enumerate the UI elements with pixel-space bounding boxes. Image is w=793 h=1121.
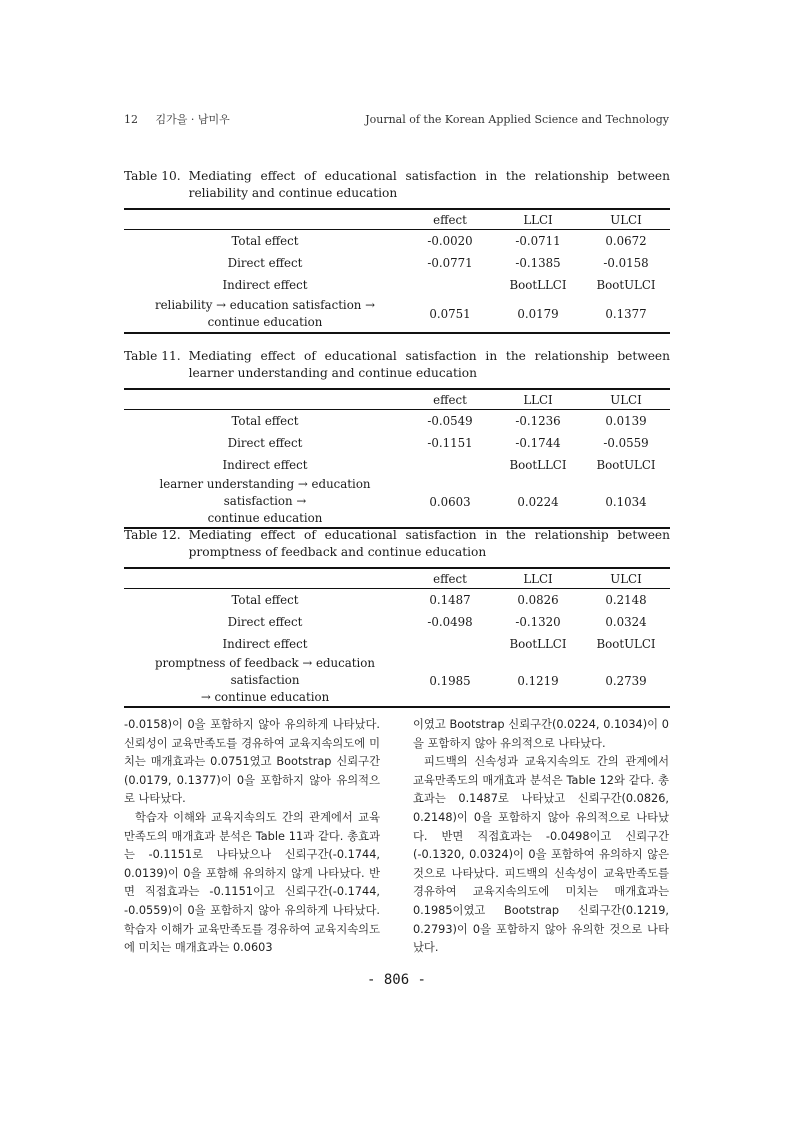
table-row [124,274,670,296]
table-row [124,611,670,633]
table-11 [124,388,670,529]
cell-ulci: 0.2148 [605,593,647,607]
cell-ulci: 0.0324 [605,615,647,629]
header-llci: LLCI [523,571,553,586]
header-ulci: ULCI [610,212,642,227]
header-ulci: ULCI [610,571,642,586]
body-paragraph: 이였고 Bootstrap 신뢰구간(0.0224, 0.1034)이 0을 포함하지 않아 유의적으로 나타났다. [413,718,669,750]
table-row [124,589,670,612]
cell-ulci: BootULCI [596,637,656,651]
path-line-2: → continue education [200,690,330,704]
cell-effect: -0.0020 [427,234,473,248]
table-10-block [124,168,670,334]
cell-llci: -0.0711 [515,234,561,248]
path-line-2: continue education [207,315,323,329]
row-label-path [124,296,406,333]
table-caption [124,168,670,202]
path-line-1: learner understanding → education satisfaction → [159,477,371,508]
cell-effect: 0.1487 [429,593,471,607]
cell-effect: 0.1985 [429,673,471,688]
cell-ulci: 0.0139 [605,414,647,428]
table-header-row [124,209,670,230]
path-line-1: reliability → education satisfaction → [154,298,376,312]
header-blank [124,389,406,410]
row-label: Total effect [231,234,299,248]
body-column-right [413,716,669,958]
path-line-1: promptness of feedback → education satisfaction [154,656,376,687]
cell-effect [406,633,494,655]
row-label: Indirect effect [222,637,308,651]
table-caption [124,348,670,382]
cell-llci: -0.1236 [515,414,561,428]
table-10 [124,208,670,334]
header-page-number: 12 [124,113,138,126]
row-label: Total effect [231,593,299,607]
row-label: Indirect effect [222,458,308,472]
table-row [124,633,670,655]
table-row [124,230,670,253]
cell-ulci: 0.1034 [605,494,647,509]
table-header-row [124,389,670,410]
table-label: Table 12. [124,528,181,542]
table-caption [124,527,670,561]
header-effect: effect [433,212,467,227]
header-blank [124,568,406,589]
page-footer-number: - 806 - [366,972,426,988]
cell-ulci: -0.0559 [603,436,649,450]
table-label: Table 11. [124,349,181,363]
header-ulci: ULCI [610,392,642,407]
path-line-2: continue education [207,511,323,525]
cell-llci: 0.0826 [517,593,559,607]
cell-llci: BootLLCI [509,278,567,292]
cell-llci: 0.0179 [517,307,559,321]
row-label-path [124,655,406,707]
table-caption-text: Mediating effect of educational satisfaction in the relationship between promptness of feedback and continue education [188,528,670,559]
header-effect: effect [433,571,467,586]
row-label-path [124,476,406,528]
row-label: Total effect [231,414,299,428]
running-header [124,111,669,127]
cell-effect: -0.0549 [427,414,473,428]
header-authors: 김가을 · 남미우 [155,113,230,126]
cell-llci: -0.1744 [515,436,561,450]
cell-effect: -0.0498 [427,615,473,629]
cell-llci: BootLLCI [509,637,567,651]
cell-llci: 0.1219 [517,673,559,688]
cell-effect: -0.1151 [427,436,473,450]
table-12-block [124,527,670,708]
table-11-block [124,348,670,529]
cell-llci: BootLLCI [509,458,567,472]
cell-ulci: BootULCI [596,458,656,472]
table-row [124,454,670,476]
body-column-left [124,716,380,958]
cell-effect [406,454,494,476]
cell-effect: 0.0603 [429,494,471,509]
cell-ulci: BootULCI [596,278,656,292]
row-label: Direct effect [227,615,303,629]
body-paragraph: -0.0158)이 0을 포함하지 않아 유의하게 나타났다. 신뢰성이 교육만족도를 경유하여 교육지속의도에 미치는 매개효과는 0.0751였고 Bootstrap 신뢰구간(0.0179, 0.1377)이 0을 포함하지 않아 유의적으로 나타났다. [124,718,380,806]
cell-ulci: 0.1377 [605,307,647,321]
header-llci: LLCI [523,392,553,407]
table-row [124,296,670,333]
cell-effect [406,274,494,296]
cell-llci: -0.1385 [515,256,561,270]
table-row [124,476,670,528]
table-12 [124,567,670,708]
body-paragraph: 학습자 이해와 교육지속의도 간의 관계에서 교육만족도의 매개효과 분석은 Table 11과 같다. 총효과는 -0.1151로 나타났으나 신뢰구간(-0.1744, 0.0139)이 0을 포함해 유의하지 않게 나타났다. 반면 직접효과는 -0.1151이고 신뢰구간(-0.1744, -0.0559)이 0을 포함하지 않아 유의하게 나타났다. 학습자 이해가 교육만족도를 경유하여 교육지속의도에 미치는 매개효과는 0.0603 [124,810,380,955]
cell-llci: 0.0224 [517,494,559,509]
header-effect: effect [433,392,467,407]
header-journal: Journal of the Korean Applied Science and Technology [365,113,669,126]
cell-effect: -0.0771 [427,256,473,270]
table-row [124,410,670,433]
body-paragraph: 피드백의 신속성과 교육지속의도 간의 관계에서 교육만족도의 매개효과 분석은 Table 12와 같다. 총효과는 0.1487로 나타났고 신뢰구간(0.0826, 0.2148)이 0을 포함하지 않아 유의적으로 나타났다. 반면 직접효과는 -0.0498이고 신뢰구간(-0.1320, 0.0324)이 0을 포함하여 유의하지 않은 것으로 나타났다. 피드백의 신속성이 교육만족도를 경유하여 교육지속의도에 미치는 매개효과는 0.1985이였고 Bootstrap 신뢰구간(0.1219, 0.2793)이 0을 포함하지 않아 유의한 것으로 나타났다. [413,755,669,955]
cell-effect: 0.0751 [429,307,471,321]
table-row [124,432,670,454]
cell-llci: -0.1320 [515,615,561,629]
table-row [124,252,670,274]
cell-ulci: 0.0672 [605,234,647,248]
header-left [124,111,244,127]
header-llci: LLCI [523,212,553,227]
table-caption-text: Mediating effect of educational satisfaction in the relationship between learner understanding and continue education [188,349,670,380]
cell-ulci: -0.0158 [603,256,649,270]
table-row [124,655,670,707]
table-header-row [124,568,670,589]
row-label: Direct effect [227,256,303,270]
row-label: Indirect effect [222,278,308,292]
header-blank [124,209,406,230]
row-label: Direct effect [227,436,303,450]
cell-ulci: 0.2739 [605,673,647,688]
table-label: Table 10. [124,169,181,183]
table-caption-text: Mediating effect of educational satisfaction in the relationship between reliability and continue education [188,169,670,200]
